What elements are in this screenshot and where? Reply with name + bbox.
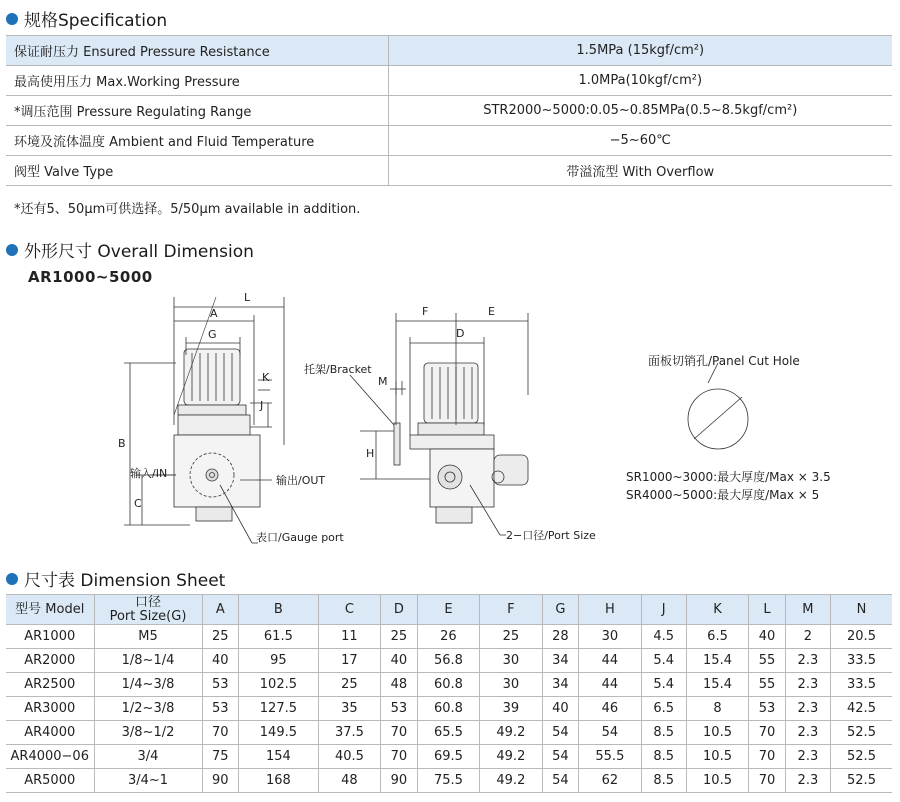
col-B: B xyxy=(239,595,319,625)
model-cell: AR5000 xyxy=(6,769,94,793)
table-cell: 2.3 xyxy=(785,649,830,673)
table-cell: 2.3 xyxy=(785,697,830,721)
spec-value: 1.5MPa (15kgf/cm²) xyxy=(388,36,892,66)
table-cell: 35 xyxy=(318,697,380,721)
label-M: M xyxy=(378,375,388,388)
model-cell: AR3000 xyxy=(6,697,94,721)
bullet-icon xyxy=(6,573,18,585)
label-in: 输入/IN xyxy=(130,467,168,480)
table-cell: 10.5 xyxy=(686,721,748,745)
table-cell: 62 xyxy=(579,769,641,793)
table-cell: 46 xyxy=(579,697,641,721)
panel-hole xyxy=(688,389,748,449)
table-cell: 8.5 xyxy=(641,721,686,745)
table-cell: 8 xyxy=(686,697,748,721)
label-gauge-port: 表口/Gauge port xyxy=(256,531,344,544)
col-J: J xyxy=(641,595,686,625)
table-cell: 53 xyxy=(749,697,786,721)
model-cell: AR1000 xyxy=(6,625,94,649)
table-cell: 48 xyxy=(318,769,380,793)
table-cell: 25 xyxy=(202,625,239,649)
bullet-icon xyxy=(6,244,18,256)
table-cell: 26 xyxy=(417,625,479,649)
col-L: L xyxy=(749,595,786,625)
table-cell: 15.4 xyxy=(686,673,748,697)
spec-label: 最高使用压力 Max.Working Pressure xyxy=(6,66,388,96)
label-out: 输出/OUT xyxy=(276,474,326,487)
table-cell: 54 xyxy=(579,721,641,745)
table-cell: 5.4 xyxy=(641,673,686,697)
table-cell: 15.4 xyxy=(686,649,748,673)
col-N: N xyxy=(831,595,893,625)
model-cell: AR2500 xyxy=(6,673,94,697)
table-row xyxy=(6,745,892,769)
overall-title: 外形尺寸 Overall Dimension xyxy=(24,242,254,262)
spec-note: *还有5、50μm可供选择。5/50μm available in addition. xyxy=(14,202,361,217)
table-cell: 48 xyxy=(381,673,418,697)
col-port-size-en: Port Size(G) xyxy=(109,608,187,624)
model-cell: AR4000 xyxy=(6,721,94,745)
dimension-drawing xyxy=(0,285,900,555)
table-cell: 2.3 xyxy=(785,721,830,745)
table-cell: 154 xyxy=(239,745,319,769)
table-cell: 6.5 xyxy=(686,625,748,649)
panel-note-2: SR4000~5000:最大厚度/Max × 5 xyxy=(626,488,820,502)
spec-row xyxy=(6,36,892,66)
label-K: K xyxy=(262,371,270,384)
col-model: 型号 Model xyxy=(6,595,94,625)
table-cell: 10.5 xyxy=(686,769,748,793)
table-cell: 40 xyxy=(749,625,786,649)
col-port-size xyxy=(94,595,202,625)
col-port-size-cn: 口径 xyxy=(134,594,161,610)
table-cell: M5 xyxy=(94,625,202,649)
model-cell: AR2000 xyxy=(6,649,94,673)
spec-section-title xyxy=(6,6,167,31)
table-cell: 49.2 xyxy=(480,745,542,769)
table-cell: 49.2 xyxy=(480,769,542,793)
table-cell: 53 xyxy=(381,697,418,721)
table-cell: 168 xyxy=(239,769,319,793)
table-row xyxy=(6,721,892,745)
col-K: K xyxy=(686,595,748,625)
table-cell: 127.5 xyxy=(239,697,319,721)
bracket-shape xyxy=(394,423,400,465)
table-cell: 102.5 xyxy=(239,673,319,697)
gauge xyxy=(494,455,528,485)
label-D: D xyxy=(456,327,465,340)
table-cell: 70 xyxy=(749,721,786,745)
table-cell: 2.3 xyxy=(785,745,830,769)
model-range: AR1000~5000 xyxy=(28,268,153,286)
table-cell: 55.5 xyxy=(579,745,641,769)
table-cell: 3/4~1 xyxy=(94,769,202,793)
spec-value: −5~60℃ xyxy=(388,126,892,156)
table-cell: 70 xyxy=(202,721,239,745)
table-cell: 54 xyxy=(542,721,579,745)
table-cell: 1/8~1/4 xyxy=(94,649,202,673)
table-cell: 40 xyxy=(381,649,418,673)
table-cell: 55 xyxy=(749,649,786,673)
col-H: H xyxy=(579,595,641,625)
table-cell: 53 xyxy=(202,673,239,697)
spec-label: 阀型 Valve Type xyxy=(6,156,388,186)
label-J: J xyxy=(260,399,264,412)
label-port-size: 2−口径/Port Size xyxy=(506,529,596,542)
sheet-title: 尺寸表 Dimension Sheet xyxy=(24,571,226,591)
label-E: E xyxy=(488,305,495,318)
table-cell: 60.8 xyxy=(417,673,479,697)
spec-value: 1.0MPa(10kgf/cm²) xyxy=(388,66,892,96)
spec-table xyxy=(6,35,892,186)
label-C: C xyxy=(134,497,142,510)
table-cell: 90 xyxy=(202,769,239,793)
table-cell: 53 xyxy=(202,697,239,721)
table-cell: 28 xyxy=(542,625,579,649)
table-cell: 55 xyxy=(749,673,786,697)
spec-title: 规格Specification xyxy=(24,11,168,31)
table-cell: 33.5 xyxy=(831,673,893,697)
table-row xyxy=(6,649,892,673)
table-cell: 8.5 xyxy=(641,745,686,769)
table-cell: 60.8 xyxy=(417,697,479,721)
spec-row xyxy=(6,66,892,96)
table-cell: 42.5 xyxy=(831,697,893,721)
table-cell: 69.5 xyxy=(417,745,479,769)
table-cell: 25 xyxy=(318,673,380,697)
table-cell: 11 xyxy=(318,625,380,649)
table-cell: 1/4~3/8 xyxy=(94,673,202,697)
table-cell: 25 xyxy=(381,625,418,649)
table-cell: 34 xyxy=(542,673,579,697)
table-cell: 6.5 xyxy=(641,697,686,721)
table-cell: 30 xyxy=(579,625,641,649)
table-cell: 8.5 xyxy=(641,769,686,793)
table-cell: 33.5 xyxy=(831,649,893,673)
model-cell: AR4000−06 xyxy=(6,745,94,769)
table-cell: 75 xyxy=(202,745,239,769)
table-cell: 70 xyxy=(381,721,418,745)
table-cell: 20.5 xyxy=(831,625,893,649)
overall-section-title xyxy=(6,237,254,262)
table-cell: 54 xyxy=(542,745,579,769)
label-A: A xyxy=(210,307,218,320)
table-cell: 44 xyxy=(579,673,641,697)
table-cell: 25 xyxy=(480,625,542,649)
table-cell: 2.3 xyxy=(785,769,830,793)
table-cell: 3/8~1/2 xyxy=(94,721,202,745)
label-H: H xyxy=(366,447,375,460)
table-cell: 95 xyxy=(239,649,319,673)
col-G: G xyxy=(542,595,579,625)
label-B: B xyxy=(118,437,126,450)
col-A: A xyxy=(202,595,239,625)
table-cell: 4.5 xyxy=(641,625,686,649)
table-cell: 65.5 xyxy=(417,721,479,745)
label-F: F xyxy=(422,305,429,318)
table-cell: 70 xyxy=(749,769,786,793)
table-cell: 70 xyxy=(749,745,786,769)
table-cell: 40 xyxy=(542,697,579,721)
col-D: D xyxy=(381,595,418,625)
table-cell: 2 xyxy=(785,625,830,649)
table-cell: 3/4 xyxy=(94,745,202,769)
panel-note-1: SR1000~3000:最大厚度/Max × 3.5 xyxy=(626,470,831,484)
table-cell: 40.5 xyxy=(318,745,380,769)
table-cell: 90 xyxy=(381,769,418,793)
sheet-section-title xyxy=(6,566,225,591)
spec-label: 保证耐压力 Ensured Pressure Resistance xyxy=(6,36,388,66)
spec-value: 带溢流型 With Overflow xyxy=(388,156,892,186)
table-cell: 30 xyxy=(480,649,542,673)
spec-value: STR2000~5000:0.05~0.85MPa(0.5~8.5kgf/cm²) xyxy=(388,96,892,126)
label-panel: 面板切销孔/Panel Cut Hole xyxy=(648,354,800,368)
spec-row xyxy=(6,156,892,186)
table-cell: 75.5 xyxy=(417,769,479,793)
table-cell: 61.5 xyxy=(239,625,319,649)
table-cell: 39 xyxy=(480,697,542,721)
table-cell: 149.5 xyxy=(239,721,319,745)
table-cell: 49.2 xyxy=(480,721,542,745)
col-E: E xyxy=(417,595,479,625)
bullet-icon xyxy=(6,13,18,25)
table-cell: 54 xyxy=(542,769,579,793)
spec-label: 环境及流体温度 Ambient and Fluid Temperature xyxy=(6,126,388,156)
table-row xyxy=(6,625,892,649)
table-cell: 52.5 xyxy=(831,721,893,745)
table-cell: 10.5 xyxy=(686,745,748,769)
table-cell: 70 xyxy=(381,745,418,769)
table-cell: 1/2~3/8 xyxy=(94,697,202,721)
table-cell: 5.4 xyxy=(641,649,686,673)
label-bracket: 托架/Bracket xyxy=(304,363,372,376)
col-M: M xyxy=(785,595,830,625)
table-row xyxy=(6,697,892,721)
table-row xyxy=(6,673,892,697)
label-L: L xyxy=(244,291,251,304)
col-F: F xyxy=(480,595,542,625)
table-cell: 44 xyxy=(579,649,641,673)
table-row xyxy=(6,769,892,793)
spec-label: *调压范围 Pressure Regulating Range xyxy=(6,96,388,126)
table-cell: 34 xyxy=(542,649,579,673)
spec-row xyxy=(6,126,892,156)
table-header-row xyxy=(6,595,892,625)
table-cell: 37.5 xyxy=(318,721,380,745)
table-cell: 40 xyxy=(202,649,239,673)
table-cell: 52.5 xyxy=(831,769,893,793)
table-cell: 30 xyxy=(480,673,542,697)
table-cell: 52.5 xyxy=(831,745,893,769)
front-body xyxy=(174,435,260,507)
spec-row xyxy=(6,96,892,126)
label-G: G xyxy=(208,328,217,341)
col-C: C xyxy=(318,595,380,625)
table-cell: 56.8 xyxy=(417,649,479,673)
table-cell: 17 xyxy=(318,649,380,673)
dimension-table xyxy=(6,594,892,793)
table-cell: 2.3 xyxy=(785,673,830,697)
